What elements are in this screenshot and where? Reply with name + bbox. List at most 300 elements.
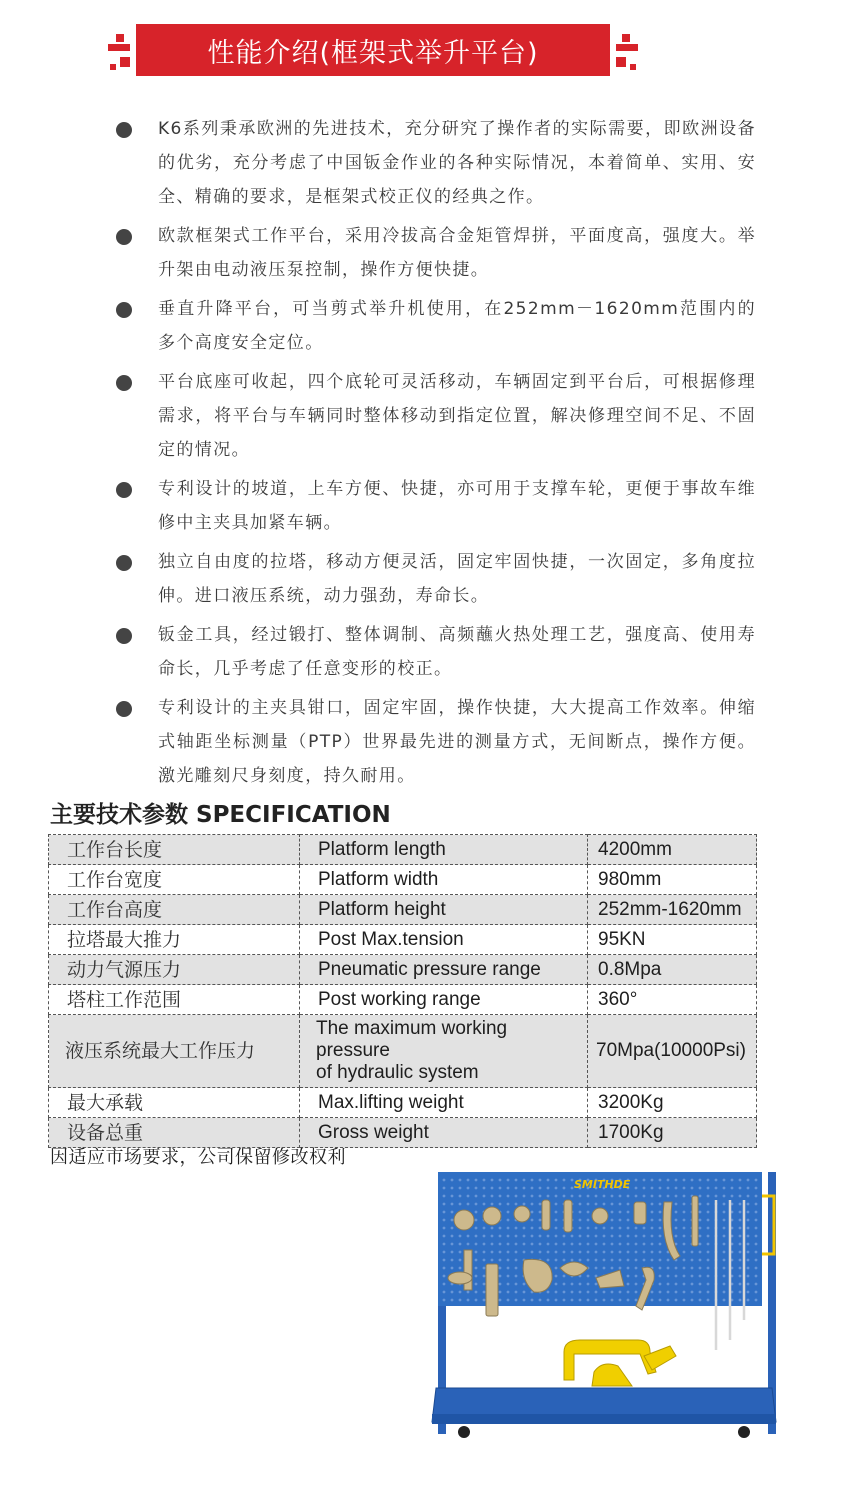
pegboard-hole xyxy=(579,1251,582,1254)
pegboard-hole xyxy=(555,1211,558,1214)
feature-text: 钣金工具，经过锻打、整体调制、高频蘸火热处理工艺，强度高、使用寿命长，几乎考虑了任意变形的校正。 xyxy=(158,625,756,679)
pegboard-hole xyxy=(587,1299,590,1302)
spec-value-cell: 95KN xyxy=(588,925,757,955)
pegboard-hole xyxy=(571,1187,574,1190)
pegboard-hole xyxy=(723,1259,726,1262)
pegboard-hole xyxy=(611,1291,614,1294)
pegboard-hole xyxy=(507,1291,510,1294)
pegboard-hole xyxy=(603,1259,606,1262)
pegboard-hole xyxy=(755,1251,758,1254)
pegboard-hole xyxy=(675,1291,678,1294)
spec-value-cell: 360° xyxy=(588,985,757,1015)
pegboard-hole xyxy=(571,1243,574,1246)
pegboard-hole xyxy=(627,1283,630,1286)
feature-text: K6系列秉承欧洲的先进技术，充分研究了操作者的实际需要，即欧洲设备的优劣，充分考虑了中国钣金作业的各种实际情况，本着简单、实用、安全、精确的要求，是框架式校正仪的经典之作。 xyxy=(158,119,756,207)
pegboard-hole xyxy=(475,1227,478,1230)
spec-en-cell: Platform width xyxy=(300,865,588,895)
pegboard-hole xyxy=(747,1187,750,1190)
pegboard-hole xyxy=(467,1299,470,1302)
pegboard-hole xyxy=(691,1259,694,1262)
pegboard-hole xyxy=(611,1219,614,1222)
pegboard-hole xyxy=(483,1179,486,1182)
pegboard-hole xyxy=(675,1275,678,1278)
feature-text: 专利设计的坡道，上车方便、快捷，亦可用于支撑车轮，更便于事故车维修中主夹具加紧车辆。 xyxy=(158,479,756,533)
pegboard-hole xyxy=(643,1251,646,1254)
pegboard-hole xyxy=(755,1267,758,1270)
pegboard-hole xyxy=(443,1275,446,1278)
pegboard-hole xyxy=(739,1203,742,1206)
pegboard-hole xyxy=(635,1243,638,1246)
pegboard-hole xyxy=(443,1299,446,1302)
pegboard-hole xyxy=(555,1283,558,1286)
pegboard-hole xyxy=(555,1195,558,1198)
tool-cart-illustration xyxy=(424,1160,784,1460)
pegboard-hole xyxy=(443,1235,446,1238)
pegboard-hole xyxy=(619,1243,622,1246)
pegboard-hole xyxy=(699,1251,702,1254)
pegboard-hole xyxy=(635,1195,638,1198)
pegboard-hole xyxy=(659,1187,662,1190)
pegboard-hole xyxy=(539,1211,542,1214)
pegboard-hole xyxy=(547,1187,550,1190)
pegboard-hole xyxy=(499,1227,502,1230)
feature-item xyxy=(116,219,756,287)
pegboard-hole xyxy=(723,1179,726,1182)
pegboard-hole xyxy=(595,1195,598,1198)
feature-item xyxy=(116,691,756,793)
pegboard-hole xyxy=(531,1251,534,1254)
pegboard-hole xyxy=(659,1179,662,1182)
pegboard-hole xyxy=(547,1251,550,1254)
pegboard-hole xyxy=(619,1203,622,1206)
pegboard-hole xyxy=(611,1267,614,1270)
pegboard-hole xyxy=(451,1187,454,1190)
pegboard-hole xyxy=(483,1203,486,1206)
pegboard-hole xyxy=(451,1299,454,1302)
pegboard-hole xyxy=(747,1219,750,1222)
pegboard-hole xyxy=(571,1291,574,1294)
pegboard-hole xyxy=(451,1267,454,1270)
pegboard-hole xyxy=(755,1195,758,1198)
pegboard-hole xyxy=(507,1259,510,1262)
pegboard-hole xyxy=(587,1203,590,1206)
caster-wheel xyxy=(738,1426,750,1438)
pegboard-hole xyxy=(747,1251,750,1254)
spec-row xyxy=(49,835,757,865)
feature-text: 独立自由度的拉塔，移动方便灵活，固定牢固快捷，一次固定，多角度拉伸。进口液压系统，动力强劲，寿命长。 xyxy=(158,552,756,606)
pegboard-hole xyxy=(699,1267,702,1270)
pegboard-hole xyxy=(499,1291,502,1294)
pegboard-hole xyxy=(699,1259,702,1262)
tool-clamp xyxy=(514,1206,530,1222)
pegboard-hole xyxy=(531,1219,534,1222)
pegboard-hole xyxy=(475,1243,478,1246)
pegboard-hole xyxy=(587,1251,590,1254)
pegboard-hole xyxy=(515,1259,518,1262)
pegboard-hole xyxy=(739,1187,742,1190)
pegboard-hole xyxy=(667,1187,670,1190)
pegboard-hole xyxy=(755,1243,758,1246)
pegboard-hole xyxy=(451,1195,454,1198)
pegboard-hole xyxy=(499,1259,502,1262)
pegboard-hole xyxy=(563,1251,566,1254)
pegboard-hole xyxy=(643,1187,646,1190)
pegboard-hole xyxy=(507,1275,510,1278)
pegboard-hole xyxy=(683,1275,686,1278)
pegboard-hole xyxy=(467,1203,470,1206)
base-front-edge xyxy=(432,1414,776,1424)
pegboard-hole xyxy=(603,1195,606,1198)
pegboard-hole xyxy=(459,1251,462,1254)
pegboard-hole xyxy=(683,1267,686,1270)
pegboard-hole xyxy=(723,1275,726,1278)
pegboard-hole xyxy=(747,1235,750,1238)
pegboard-hole xyxy=(667,1259,670,1262)
pegboard-hole xyxy=(539,1251,542,1254)
pegboard-hole xyxy=(699,1179,702,1182)
bullet-dot-icon xyxy=(116,302,132,318)
pegboard-hole xyxy=(699,1243,702,1246)
pegboard-hole xyxy=(555,1219,558,1222)
pegboard-hole xyxy=(619,1219,622,1222)
spec-en-cell: Post working range xyxy=(300,985,588,1015)
pegboard-hole xyxy=(507,1211,510,1214)
pegboard-hole xyxy=(451,1179,454,1182)
pegboard-hole xyxy=(667,1299,670,1302)
spec-cn-cell: 最大承载 xyxy=(49,1088,300,1118)
pegboard-hole xyxy=(627,1243,630,1246)
pegboard-hole xyxy=(723,1195,726,1198)
pegboard-hole xyxy=(627,1211,630,1214)
pegboard-hole xyxy=(459,1195,462,1198)
pegboard-hole xyxy=(683,1259,686,1262)
pegboard-hole xyxy=(515,1291,518,1294)
pegboard-hole xyxy=(531,1203,534,1206)
pegboard-hole xyxy=(499,1251,502,1254)
spec-title: 主要技术参数 SPECIFICATION xyxy=(50,802,391,828)
pegboard-hole xyxy=(739,1275,742,1278)
pegboard-hole xyxy=(611,1243,614,1246)
pegboard-hole xyxy=(475,1283,478,1286)
pegboard-hole xyxy=(579,1195,582,1198)
pegboard-hole xyxy=(707,1283,710,1286)
pegboard-hole xyxy=(675,1187,678,1190)
pegboard-hole xyxy=(539,1299,542,1302)
pegboard-hole xyxy=(507,1187,510,1190)
pegboard-hole xyxy=(523,1203,526,1206)
pegboard-hole xyxy=(651,1299,654,1302)
pegboard-hole xyxy=(579,1243,582,1246)
pegboard-hole xyxy=(675,1227,678,1230)
pegboard-hole xyxy=(707,1251,710,1254)
pegboard-hole xyxy=(507,1195,510,1198)
feature-text: 垂直升降平台，可当剪式举升机使用，在252mm－1620mm范围内的多个高度安全定位。 xyxy=(158,299,756,353)
pegboard-hole xyxy=(651,1195,654,1198)
pegboard-hole xyxy=(483,1251,486,1254)
pegboard-hole xyxy=(723,1251,726,1254)
spec-row xyxy=(49,985,757,1015)
pegboard-hole xyxy=(515,1275,518,1278)
pegboard-hole xyxy=(443,1211,446,1214)
spec-en-cell: Max.lifting weight xyxy=(300,1088,588,1118)
pegboard-hole xyxy=(579,1291,582,1294)
pegboard-hole xyxy=(587,1259,590,1262)
pegboard-hole xyxy=(603,1235,606,1238)
pegboard-hole xyxy=(603,1299,606,1302)
tool-hook xyxy=(464,1250,472,1290)
pegboard-hole xyxy=(443,1219,446,1222)
pegboard-hole xyxy=(467,1235,470,1238)
pegboard-hole xyxy=(651,1203,654,1206)
bullet-dot-icon xyxy=(116,375,132,391)
pegboard-hole xyxy=(675,1299,678,1302)
pegboard-hole xyxy=(707,1259,710,1262)
pegboard-hole xyxy=(747,1275,750,1278)
pegboard-hole xyxy=(611,1235,614,1238)
pegboard-hole xyxy=(755,1259,758,1262)
pegboard-hole xyxy=(723,1187,726,1190)
pegboard-hole xyxy=(531,1243,534,1246)
pegboard-hole xyxy=(443,1259,446,1262)
pegboard-hole xyxy=(683,1219,686,1222)
pegboard-hole xyxy=(651,1179,654,1182)
pegboard-hole xyxy=(651,1243,654,1246)
pegboard-hole xyxy=(755,1219,758,1222)
pegboard-hole xyxy=(659,1203,662,1206)
pegboard-hole xyxy=(635,1283,638,1286)
pegboard-hole xyxy=(651,1219,654,1222)
pegboard-hole xyxy=(443,1203,446,1206)
pegboard-hole xyxy=(443,1243,446,1246)
pegboard-hole xyxy=(627,1291,630,1294)
pegboard-hole xyxy=(603,1203,606,1206)
pegboard-hole xyxy=(539,1203,542,1206)
pegboard-hole xyxy=(627,1227,630,1230)
pegboard-hole xyxy=(707,1243,710,1246)
pegboard-hole xyxy=(499,1243,502,1246)
pegboard-hole xyxy=(571,1299,574,1302)
pegboard-hole xyxy=(707,1227,710,1230)
banner-right-decoration xyxy=(616,57,626,67)
pegboard-hole xyxy=(483,1283,486,1286)
tool-clamp xyxy=(592,1208,608,1224)
spec-row xyxy=(49,955,757,985)
pegboard-hole xyxy=(627,1235,630,1238)
pegboard-hole xyxy=(555,1187,558,1190)
pegboard-hole xyxy=(515,1203,518,1206)
pegboard-hole xyxy=(675,1203,678,1206)
pegboard-hole xyxy=(739,1243,742,1246)
pegboard-hole xyxy=(555,1179,558,1182)
pegboard-hole xyxy=(515,1179,518,1182)
pegboard-hole xyxy=(475,1187,478,1190)
pegboard-hole xyxy=(587,1195,590,1198)
pegboard-hole xyxy=(595,1299,598,1302)
pegboard-hole xyxy=(603,1291,606,1294)
pegboard-hole xyxy=(491,1235,494,1238)
pegboard-hole xyxy=(643,1259,646,1262)
pegboard-hole xyxy=(515,1195,518,1198)
pegboard-hole xyxy=(483,1259,486,1262)
pegboard-hole xyxy=(443,1179,446,1182)
pegboard-hole xyxy=(507,1179,510,1182)
pegboard-hole xyxy=(467,1291,470,1294)
pegboard-hole xyxy=(659,1299,662,1302)
pegboard-hole xyxy=(651,1235,654,1238)
pegboard-hole xyxy=(707,1267,710,1270)
pegboard-hole xyxy=(555,1227,558,1230)
banner-left-decoration xyxy=(120,57,130,67)
bullet-dot-icon xyxy=(116,701,132,717)
pegboard-hole xyxy=(675,1211,678,1214)
pegboard-hole xyxy=(635,1267,638,1270)
tool-plate xyxy=(486,1264,498,1316)
pegboard-hole xyxy=(499,1195,502,1198)
pegboard-hole xyxy=(571,1283,574,1286)
pegboard-hole xyxy=(523,1291,526,1294)
spec-value-cell: 3200Kg xyxy=(588,1088,757,1118)
feature-item xyxy=(116,545,756,613)
pegboard-hole xyxy=(459,1299,462,1302)
spec-row xyxy=(49,1015,757,1088)
pegboard-hole xyxy=(755,1235,758,1238)
pegboard-hole xyxy=(739,1251,742,1254)
pegboard-hole xyxy=(475,1275,478,1278)
pegboard-hole xyxy=(619,1211,622,1214)
pegboard-hole xyxy=(747,1195,750,1198)
pegboard-hole xyxy=(635,1187,638,1190)
pegboard-hole xyxy=(603,1227,606,1230)
tool-hook xyxy=(542,1200,550,1230)
pegboard-hole xyxy=(531,1179,534,1182)
pegboard-hole xyxy=(587,1227,590,1230)
pegboard-hole xyxy=(451,1259,454,1262)
pegboard-hole xyxy=(579,1235,582,1238)
banner-right-decoration xyxy=(616,44,638,51)
pegboard-hole xyxy=(507,1299,510,1302)
pegboard-hole xyxy=(651,1187,654,1190)
pegboard-hole xyxy=(483,1275,486,1278)
pegboard-hole xyxy=(451,1243,454,1246)
pegboard-hole xyxy=(555,1251,558,1254)
pegboard-hole xyxy=(659,1195,662,1198)
pegboard-hole xyxy=(587,1211,590,1214)
pegboard-hole xyxy=(547,1195,550,1198)
pegboard-hole xyxy=(587,1275,590,1278)
pegboard-hole xyxy=(667,1275,670,1278)
pegboard-hole xyxy=(643,1179,646,1182)
pegboard-hole xyxy=(467,1195,470,1198)
pegboard-hole xyxy=(579,1259,582,1262)
pegboard-hole xyxy=(491,1195,494,1198)
pegboard-hole xyxy=(659,1275,662,1278)
feature-text: 平台底座可收起，四个底轮可灵活移动，车辆固定到平台后，可根据修理需求，将平台与车辆同时整体移动到指定位置，解决修理空间不足、不固定的情况。 xyxy=(158,372,756,460)
pegboard-hole xyxy=(595,1291,598,1294)
bullet-dot-icon xyxy=(116,555,132,571)
banner-left-decoration xyxy=(108,44,130,51)
spec-en-cell: Platform length xyxy=(300,835,588,865)
pegboard-hole xyxy=(499,1179,502,1182)
pegboard-hole xyxy=(739,1219,742,1222)
pegboard-hole xyxy=(755,1187,758,1190)
pegboard-hole xyxy=(587,1291,590,1294)
pegboard-hole xyxy=(443,1251,446,1254)
pegboard-hole xyxy=(499,1203,502,1206)
feature-text: 欧款框架式工作平台，采用冷拔高合金矩管焊拼，平面度高，强度大。举升架由电动液压泵控制，操作方便快捷。 xyxy=(158,226,756,280)
pegboard-hole xyxy=(587,1235,590,1238)
pegboard-hole xyxy=(507,1227,510,1230)
pegboard-hole xyxy=(523,1187,526,1190)
pegboard-hole xyxy=(571,1179,574,1182)
pegboard-hole xyxy=(659,1283,662,1286)
pegboard-hole xyxy=(747,1283,750,1286)
pegboard-hole xyxy=(627,1251,630,1254)
pegboard-hole xyxy=(595,1259,598,1262)
pegboard-hole xyxy=(755,1227,758,1230)
pegboard-hole xyxy=(451,1211,454,1214)
pegboard-hole xyxy=(483,1235,486,1238)
pegboard-hole xyxy=(731,1195,734,1198)
tool-hook xyxy=(634,1202,646,1224)
spec-en-line: of hydraulic system xyxy=(316,1062,479,1083)
pegboard-hole xyxy=(459,1291,462,1294)
pegboard-hole xyxy=(491,1203,494,1206)
pegboard-hole xyxy=(451,1227,454,1230)
pegboard-hole xyxy=(443,1291,446,1294)
pegboard-hole xyxy=(619,1299,622,1302)
pegboard-hole xyxy=(667,1267,670,1270)
pegboard-hole xyxy=(563,1243,566,1246)
pegboard-hole xyxy=(707,1203,710,1206)
pegboard-hole xyxy=(451,1251,454,1254)
pegboard-hole xyxy=(683,1211,686,1214)
banner-left-decoration xyxy=(116,34,124,42)
pegboard-hole xyxy=(611,1203,614,1206)
pegboard-hole xyxy=(475,1251,478,1254)
yellow-jaw xyxy=(592,1364,632,1386)
pegboard-hole xyxy=(539,1227,542,1230)
pegboard-hole xyxy=(739,1179,742,1182)
pegboard-hole xyxy=(531,1227,534,1230)
pegboard-hole xyxy=(619,1291,622,1294)
pegboard-hole xyxy=(691,1275,694,1278)
pegboard-hole xyxy=(691,1187,694,1190)
pegboard-hole xyxy=(563,1283,566,1286)
pegboard-hole xyxy=(675,1283,678,1286)
pegboard-hole xyxy=(443,1187,446,1190)
spec-cn-cell: 液压系统最大工作压力 xyxy=(49,1015,300,1088)
pegboard-hole xyxy=(683,1195,686,1198)
pegboard-hole xyxy=(483,1243,486,1246)
pegboard-hole xyxy=(675,1235,678,1238)
pegboard-hole xyxy=(523,1195,526,1198)
pegboard-hole xyxy=(723,1227,726,1230)
pegboard-hole xyxy=(555,1267,558,1270)
pegboard-hole xyxy=(451,1203,454,1206)
banner-left-decoration xyxy=(110,64,116,70)
pegboard-hole xyxy=(443,1227,446,1230)
feature-text: 专利设计的主夹具钳口，固定牢固，操作快捷，大大提高工作效率。伸缩式轴距坐标测量（PTP）世界最先进的测量方式，无间断点，操作方便。激光雕刻尺身刻度，持久耐用。 xyxy=(158,698,756,786)
pegboard-hole xyxy=(539,1235,542,1238)
pegboard-hole xyxy=(635,1235,638,1238)
pegboard-hole xyxy=(731,1187,734,1190)
pegboard-hole xyxy=(707,1275,710,1278)
pegboard-hole xyxy=(547,1291,550,1294)
feature-list xyxy=(116,112,756,798)
pegboard-hole xyxy=(603,1243,606,1246)
pegboard-hole xyxy=(515,1243,518,1246)
pegboard-hole xyxy=(611,1195,614,1198)
